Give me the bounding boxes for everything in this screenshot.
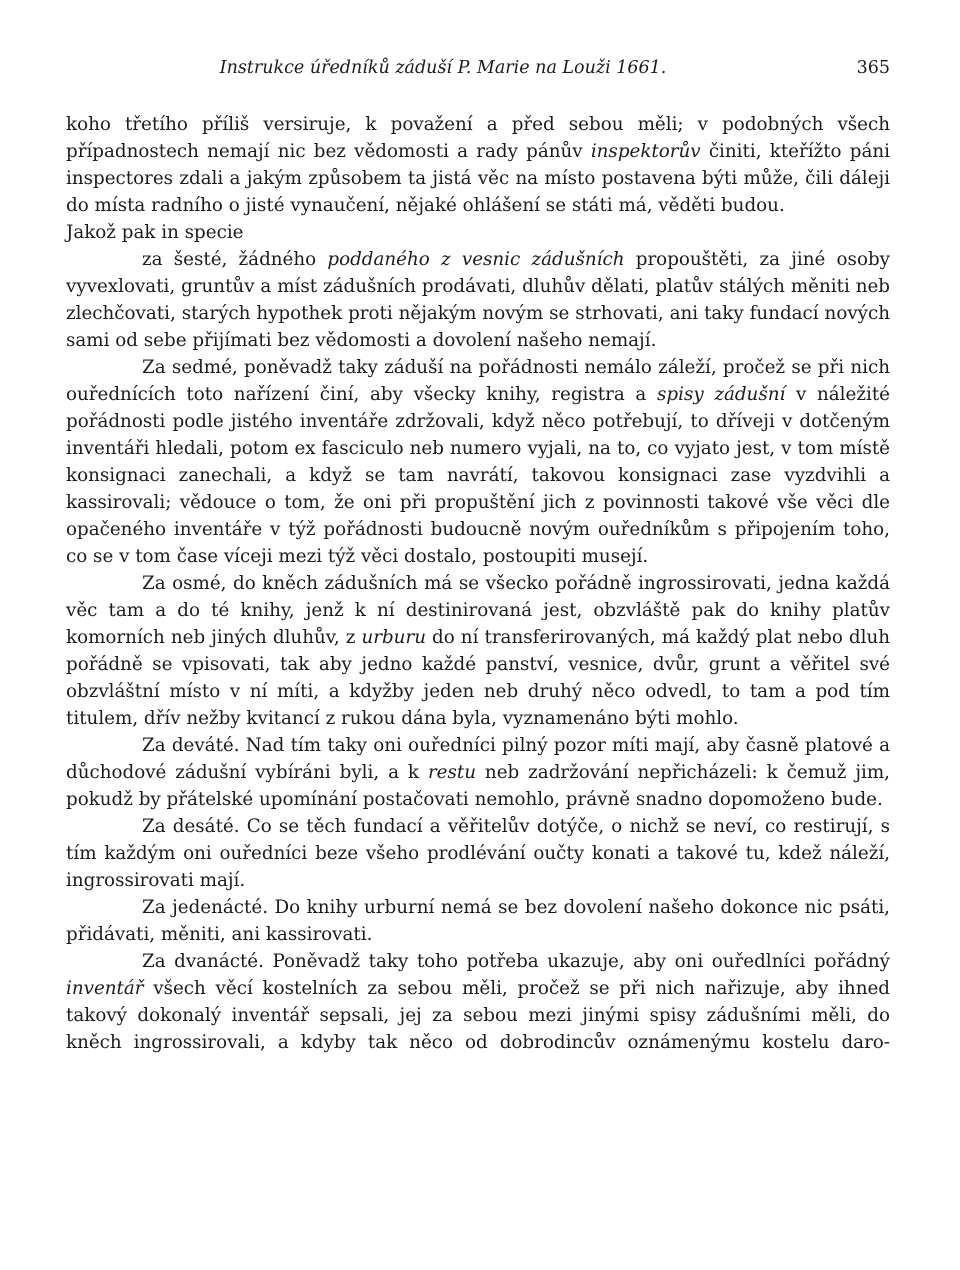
- italic-term: inventář: [66, 978, 144, 999]
- paragraph-za-sedme: [66, 354, 890, 570]
- paragraph-continuation: [66, 111, 890, 219]
- text-run: Za dvanácté. Poněvadž taky toho potřeba ukazuje, aby oni ouředlníci pořádný: [142, 951, 890, 972]
- paragraph-za-devate: [66, 732, 890, 813]
- text-run: Za jedenácté. Do knihy urburní nemá se bez dovolení našeho dokonce nic psáti, přidávati, měniti, ani kassirovati.: [66, 897, 890, 945]
- paragraph-za-dvanacte: [66, 948, 890, 1056]
- text-run: do ní transferirovaných, má každý plat nebo dluh pořádně se vpisovati, tak aby jedno každé panství, vesnice, dvůr, grunt a věřitel své obzvláštní místo v ní míti, a kdyžby jeden neb druhý něco odvedl, to tam a pod tím titulem, dřív nežby kvitancí z rukou dána byla, vyznamenáno býti mohlo.: [66, 627, 891, 729]
- paragraph-za-osme: [66, 570, 890, 732]
- text-run: propouštěti, za jiné osoby vyvexlovati, gruntův a míst zádušních prodávati, dluhův dělati, platův stálých měniti neb zlechčovati, starých hypothek proti nějakým novým se strhovati, ani taky fundací nových sami od sebe přijímati bez vědomosti a dovolení našeho nemají.: [66, 249, 890, 351]
- text-run: koho třetího příliš versiruje, k považení a před sebou měli; v podobných všech případnostech nemají nic bez vědomosti a rady pánův: [66, 114, 890, 162]
- text-run: Za deváté. Nad tím taky oni ouředníci pilný pozor míti mají, aby časně platové a důchodové zádušní vybíráni byli, a k: [66, 735, 890, 783]
- running-title: Instrukce úředníků záduší P. Marie na Louži 1661.: [219, 58, 667, 78]
- text-run: neb zadržování nepřicházeli: k čemuž jim, pokudž by přátelské upomínání postačovati nemohlo, právně snadno dopomoženo bude.: [66, 762, 890, 810]
- italic-term: spisy zádušní: [657, 384, 786, 405]
- running-head: [66, 58, 890, 90]
- paragraph-za-desate: [66, 813, 890, 894]
- italic-term: urburu: [361, 627, 426, 648]
- italic-term: restu: [427, 762, 476, 783]
- document-page: [66, 58, 890, 1056]
- text-run: Jakož pak in specie: [66, 222, 244, 243]
- paragraph-za-seste: [66, 246, 890, 354]
- paragraph-za-jedenacte: [66, 894, 890, 948]
- text-run: Za osmé, do kněch zádušních má se všecko pořádně ingrossirovati, jedna každá věc tam a do té knihy, jenž k ní destinirovaná jest, obzvláště pak do knihy platův komorních neb jiných dluhův, z: [66, 573, 890, 648]
- text-run: činiti, kteřížto páni inspectores zdali a jakým způsobem ta jistá věc na místo postavena býti může, čili dáleji do místa radního o jisté vynaučení, nějaké ohlášení se státi má, věděti budou.: [66, 141, 890, 216]
- text-run: Za sedmé, poněvadž taky záduší na pořádnosti nemálo záleží, pročež se při nich ouřednících toto nařízení činí, aby všecky knihy, registra a: [66, 357, 890, 405]
- text-run: za šesté, žádného: [142, 249, 328, 270]
- text-run: všech věcí kostelních za sebou měli, pročež se při nich nařizuje, aby ihned takový dokonalý inventář sepsali, jej za sebou mezi jinými spisy zádušními měli, do kněch ingrossirovali, a kdyby tak něco od dobrodincův oznámenýmu kostelu daro-: [66, 978, 890, 1053]
- paragraph-jakoz: [66, 219, 890, 246]
- text-run: v náležité pořádnosti podle jistého inventáře zdržovali, když něco potřebují, to dříveji v dotčeným inventáři hledali, potom ex fasciculo neb numero vyjali, na to, co vyjato jest, v tom místě konsignaci zanechali, a když se tam navrátí, takovou konsignaci zase vyzdvihli a kassirovali; vědouce o tom, že oni při propuštění jich z povinnosti takové vše věci dle opačeného inventáře v týž pořádnosti budoucně novým ouředníkům s připojením toho, co se v tom čase víceji mezi týž věci dostalo, postoupiti musejí.: [66, 384, 890, 567]
- page-number: 365: [856, 58, 890, 78]
- italic-term: poddaného z vesnic zádušních: [327, 249, 625, 270]
- text-run: Za desáté. Co se těch fundací a věřitelův dotýče, o nichž se neví, co restirují, s tím každým oni ouředníci beze všeho prodlévání oučty konati a takové tu, kdež náleží, ingrossirovati mají.: [66, 816, 890, 891]
- body-text: [66, 111, 890, 1056]
- italic-term: inspektorův: [590, 141, 701, 162]
